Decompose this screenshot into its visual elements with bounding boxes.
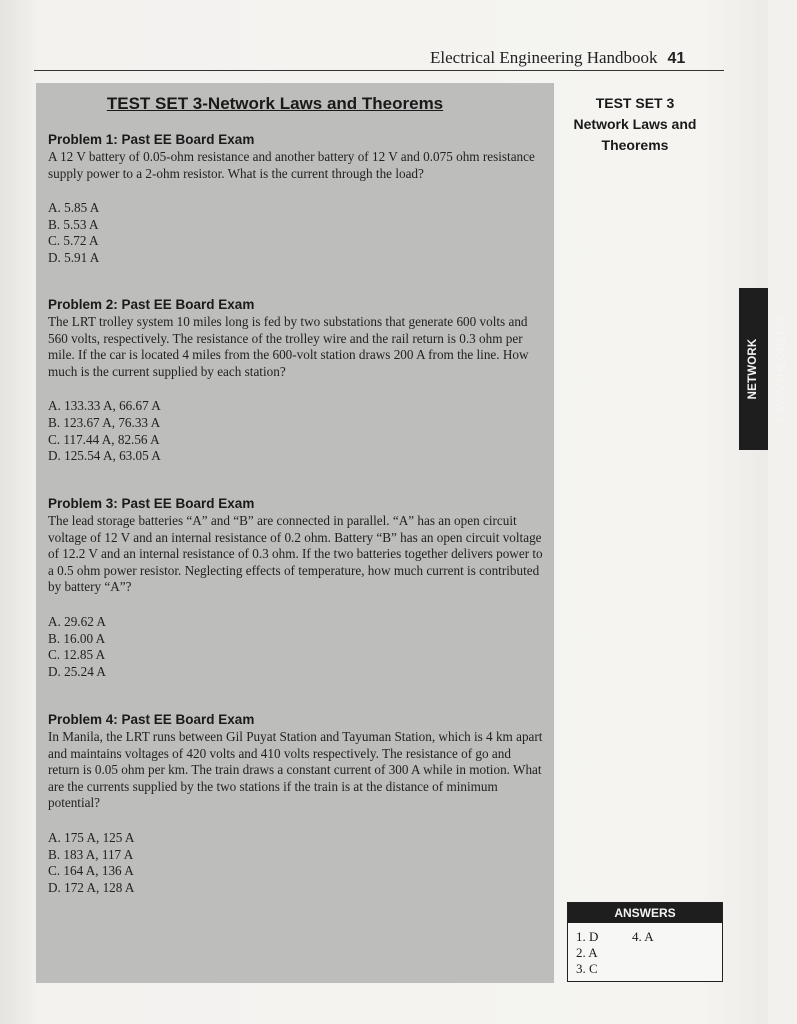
test-set-title: TEST SET 3-Network Laws and Theorems bbox=[106, 94, 444, 113]
answers-heading: ANSWERS bbox=[568, 903, 722, 923]
choice-d: D. 172 A, 128 A bbox=[48, 879, 135, 895]
problem-1 bbox=[48, 131, 544, 267]
page-number: 41 bbox=[667, 50, 686, 67]
answers-body bbox=[568, 923, 722, 981]
answer-item: 1. D bbox=[576, 929, 599, 944]
choice-list bbox=[48, 398, 544, 464]
choice-a: A. 5.85 A bbox=[48, 200, 100, 216]
problem-heading: Problem 3: Past EE Board Exam bbox=[48, 496, 255, 511]
choice-d: D. 25.24 A bbox=[48, 663, 106, 679]
choice-c: C. 12.85 A bbox=[48, 647, 106, 663]
tab-label: NETWORK LAWS/THEOREMS bbox=[747, 316, 788, 422]
problem-heading: Problem 1: Past EE Board Exam bbox=[48, 132, 255, 147]
problem-heading: Problem 2: Past EE Board Exam bbox=[48, 297, 255, 312]
choice-list bbox=[48, 200, 544, 266]
choice-a: A. 175 A, 125 A bbox=[48, 829, 135, 845]
choice-c: C. 117.44 A, 82.56 A bbox=[48, 431, 160, 447]
problem-2 bbox=[48, 296, 544, 465]
section-thumb-tab bbox=[739, 288, 788, 450]
choice-b: B. 123.67 A, 76.33 A bbox=[48, 414, 161, 430]
answer-item: 4. A bbox=[632, 929, 654, 944]
running-title: Electrical Engineering Handbook bbox=[430, 48, 658, 67]
answer-item: 2. A bbox=[576, 945, 598, 960]
sidebar-title-line: Network Laws and bbox=[573, 116, 697, 132]
choice-list bbox=[48, 614, 544, 680]
problem-text: The lead storage batteries “A” and “B” are connected in parallel. “A” has an open circuit voltage of 12 V and an internal resistance of 0.2 ohm. Battery “B” has an open circuit voltage of 12.2 V and an internal resistance of 0.3 ohm. If the two batteries together delivers power to a 0.5 ohm power resistor. Neglecting effects of temperature, how much current is contributed by battery “A”? bbox=[48, 513, 543, 595]
problem-text: A 12 V battery of 0.05-ohm resistance and another battery of 12 V and 0.075 ohm resistance supply power to a 2-ohm resistor. What is the current through the load? bbox=[48, 149, 535, 181]
problem-3 bbox=[48, 495, 544, 680]
choice-b: B. 183 A, 117 A bbox=[48, 846, 134, 862]
choice-d: D. 125.54 A, 63.05 A bbox=[48, 448, 161, 464]
problem-text: In Manila, the LRT runs between Gil Puyat Station and Tayuman Station, which is 4 km apart and maintains voltages of 420 volts and 410 volts respectively. The resistance of go and return is 0.05 ohm per km. The train draws a constant current of 300 A while in motion. What are the currents supplied by the two stations if the train is at the distance of minimum potential? bbox=[48, 729, 543, 811]
choice-list bbox=[48, 830, 544, 896]
running-header bbox=[430, 48, 685, 68]
choice-a: A. 29.62 A bbox=[48, 613, 106, 629]
answer-item: 3. C bbox=[576, 961, 598, 976]
sidebar-title bbox=[560, 93, 710, 156]
choice-b: B. 5.53 A bbox=[48, 216, 99, 232]
choice-d: D. 5.91 A bbox=[48, 249, 100, 265]
sidebar-title-line: Theorems bbox=[601, 137, 669, 153]
problem-text: The LRT trolley system 10 miles long is fed by two substations that generate 600 volts and 560 volts, respectively. The resistance of the trolley wire and the rail return is 0.3 ohm per mile. If the car is located 4 miles from the 600-volt station draws 200 A from the line. How much is the current supplied by each station? bbox=[48, 314, 529, 379]
choice-b: B. 16.00 A bbox=[48, 630, 106, 646]
choice-c: C. 5.72 A bbox=[48, 233, 99, 249]
header-rule bbox=[34, 70, 724, 71]
choice-c: C. 164 A, 136 A bbox=[48, 863, 134, 879]
answers-box bbox=[567, 902, 723, 982]
problem-4 bbox=[48, 711, 544, 896]
problem-heading: Problem 4: Past EE Board Exam bbox=[48, 712, 255, 727]
choice-a: A. 133.33 A, 66.67 A bbox=[48, 398, 161, 414]
sidebar-title-line: TEST SET 3 bbox=[595, 95, 675, 111]
